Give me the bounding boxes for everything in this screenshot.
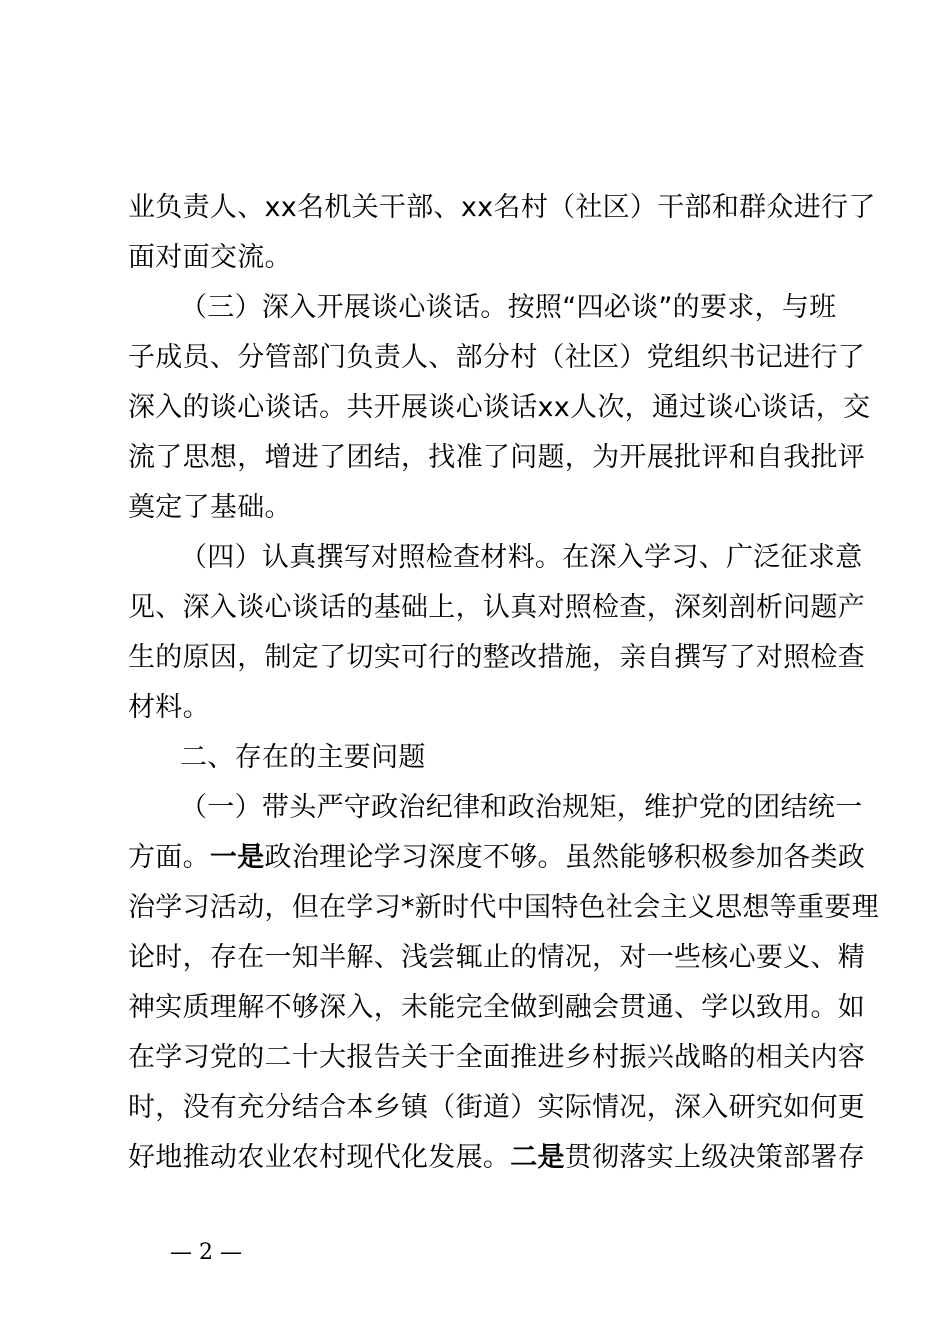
section-heading-line: （一）带头严守政治纪律和政治规矩，维护党的团结统一: [180, 792, 863, 823]
point-one-marker: 一是: [209, 842, 265, 873]
paragraph-line: 论时，存在一知半解、浅尝辄止的情况，对一些核心要义、精: [128, 942, 866, 973]
section-heading-line: （三）深入开展谈心谈话。按照“四必谈”的要求，与班: [180, 292, 837, 323]
paragraph-line: 生的原因，制定了切实可行的整改措施，亲自撰写了对照检查: [128, 642, 866, 673]
paragraph-line: 深入的谈心谈话。共开展谈心谈话xx人次，通过谈心谈话，交: [128, 392, 871, 423]
paragraph-line: [128, 1138, 866, 1178]
paragraph-line: 材料。: [128, 692, 210, 723]
paragraph-line: 业负责人、xx名机关干部、xx名村（社区）干部和群众进行了: [128, 192, 876, 223]
point-two-marker: 二是: [510, 1142, 565, 1173]
paragraph-text: 政治理论学习深度不够。虽然能够积极参加各类政: [264, 842, 866, 873]
paragraph-line: 流了思想，增进了团结，找准了问题，为开展批评和自我批评: [128, 442, 866, 473]
paragraph-line: 时，没有充分结合本乡镇（街道）实际情况，深入研究如何更: [128, 1092, 866, 1123]
paragraph-text: 贯彻落实上级决策部署存: [564, 1142, 866, 1173]
paragraph-line: [128, 838, 866, 878]
paragraph-line: 面对面交流。: [128, 242, 292, 273]
page-number: — 2 —: [170, 1240, 242, 1265]
paragraph-line: 子成员、分管部门负责人、部分村（社区）党组织书记进行了: [128, 342, 866, 373]
paragraph-text: 好地推动农业农村现代化发展。: [128, 1142, 511, 1173]
paragraph-line: 奠定了基础。: [128, 492, 292, 523]
paragraph-line: 在学习党的二十大报告关于全面推进乡村振兴战略的相关内容: [128, 1042, 866, 1073]
paragraph-text: 方面。: [128, 842, 210, 873]
chapter-heading: 二、存在的主要问题: [180, 742, 426, 773]
section-heading-line: （四）认真撰写对照检查材料。在深入学习、广泛征求意: [180, 542, 863, 573]
paragraph-line: 见、深入谈心谈话的基础上，认真对照检查，深刻剖析问题产: [128, 592, 866, 623]
paragraph-line: 治学习活动，但在学习*新时代中国特色社会主义思想等重要理: [128, 892, 879, 923]
paragraph-line: 神实质理解不够深入，未能完全做到融会贯通、学以致用。如: [128, 992, 866, 1023]
